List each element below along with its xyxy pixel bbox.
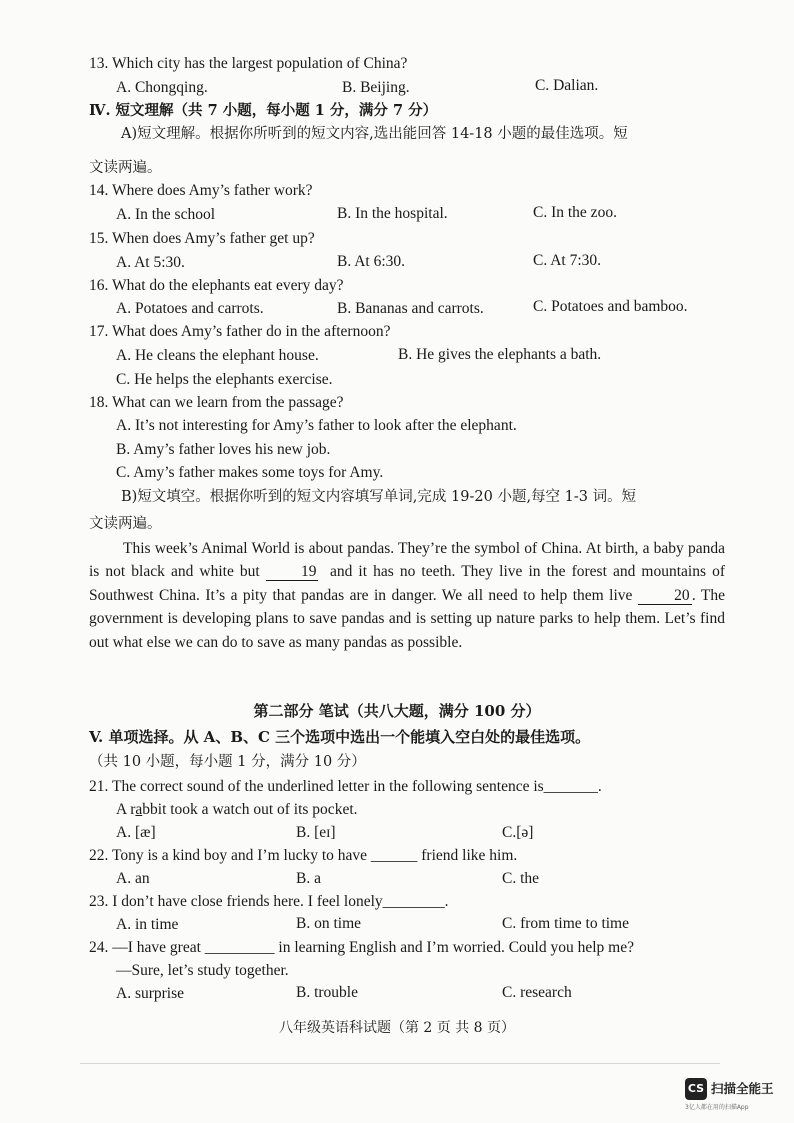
q21-option-b: B. [eɪ] [296,824,336,841]
page-footer: 八年级英语科试题（第 2 页 共 8 页） [278,1020,516,1036]
q24-reply: —Sure, let’s study together. [116,962,289,979]
q21-option-a: A. [æ] [116,824,156,841]
q14-option-c: C. In the zoo. [533,204,617,221]
q16-option-a: A. Potatoes and carrots. [116,300,264,317]
q15-option-a: A. At 5:30. [116,254,185,271]
q18-stem: 18. What can we learn from the passage? [89,394,344,411]
q15-stem: 15. When does Amy’s father get up? [89,230,315,247]
camscanner-tagline: 3亿人都在用的扫描App [685,1104,749,1111]
q24-option-c: C. research [502,984,572,1001]
q16-option-b: B. Bananas and carrots. [337,300,484,317]
part4-heading: Ⅳ. 短文理解（共 7 小题，每小题 1 分，满分 7 分） [89,102,438,119]
q17-stem: 17. What does Amy’s father do in the afternoon? [89,323,391,340]
partb-intro-1: B)短文填空。根据你听到的短文内容填写单词,完成 19-20 小题,每空 1-3 词。短 [121,489,637,505]
q21-sentence [116,800,358,820]
q21-option-c: C.[ə] [502,824,534,841]
q22-option-b: B. a [296,870,321,887]
panda-passage [89,537,725,654]
q13-option-b: B. Beijing. [342,79,410,96]
q22-stem: 22. Tony is a kind boy and I’m lucky to have ______ friend like him. [89,847,518,864]
q24-option-a: A. surprise [116,985,185,1002]
q18-option-a: A. It’s not interesting for Amy’s father to look after the elephant. [116,417,517,434]
q14-option-a: A. In the school [116,206,216,223]
q15-option-c: C. At 7:30. [533,252,602,269]
q21-sentence-post: bbit took a watch out of its pocket. [142,801,358,818]
q23-option-c: C. from time to time [502,915,629,932]
part5-note: （共 10 小题，每小题 1 分，满分 10 分） [89,754,366,770]
passage-part-3: . The government is developing plans to save pandas and is setting up nature parks to help them. Let’s find out what else we can do to save as many pandas as possible. [89,586,725,651]
passage-part-1: This week’s Animal World is about pandas. They’re the symbol of China. At birth, a baby panda is not black and white but [89,540,725,581]
q17-option-b: B. He gives the elephants a bath. [398,346,602,363]
q17-option-c: C. He helps the elephants exercise. [116,371,333,388]
q23-option-a: A. in time [116,916,179,933]
q16-option-c: C. Potatoes and bamboo. [533,298,688,315]
blank-20: 20 [638,587,692,605]
q13-option-c: C. Dalian. [535,77,599,94]
q16-stem: 16. What do the elephants eat every day? [89,277,344,294]
q23-option-b: B. on time [296,915,362,932]
q22-option-a: A. an [116,870,150,887]
q23-stem: 23. I don’t have close friends here. I feel lonely________. [89,893,449,910]
q18-option-b: B. Amy’s father loves his new job. [116,441,331,458]
q17-option-a: A. He cleans the elephant house. [116,347,319,364]
q14-option-b: B. In the hospital. [337,205,448,222]
q15-option-b: B. At 6:30. [337,253,406,270]
camscanner-watermark [680,1075,790,1115]
passage-part-2: and it has no teeth. They live in the forest and mountains of Southwest China. It’s a pity that pandas are in danger. We all need to help them live [89,563,725,604]
camscanner-name: 扫描全能王 [711,1081,774,1096]
q21-stem: 21. The correct sound of the underlined letter in the following sentence is_______. [89,778,602,795]
camscanner-logo-icon: CS [685,1078,707,1100]
q14-stem: 14. Where does Amy’s father work? [89,182,313,199]
q24-option-b: B. trouble [296,984,358,1001]
part5-heading: V. 单项选择。从 A、B、C 三个选项中选出一个能填入空白处的最佳选项。 [89,728,591,746]
q13-option-a: A. Chongqing. [116,79,208,96]
q21-underlined-letter: a [135,801,143,818]
footer-divider [80,1063,720,1064]
q13-stem: 13. Which city has the largest population of China? [89,55,408,72]
q24-stem: 24. —I have great _________ in learning English and I’m worried. Could you help me? [89,939,634,956]
q18-option-c: C. Amy’s father makes some toys for Amy. [116,464,384,481]
blank-19: 19 [266,563,318,581]
part4-a-intro-1: A)短文理解。根据你所听到的短文内容,选出能回答 14-18 小题的最佳选项。短 [121,126,628,142]
q21-sentence-pre: A r [116,801,136,818]
part4-a-intro-2: 文读两遍。 [89,160,162,176]
part2-title: 第二部分 笔试（共八大题，满分 100 分） [253,702,541,720]
q22-option-c: C. the [502,870,540,887]
partb-intro-2: 文读两遍。 [89,516,162,532]
